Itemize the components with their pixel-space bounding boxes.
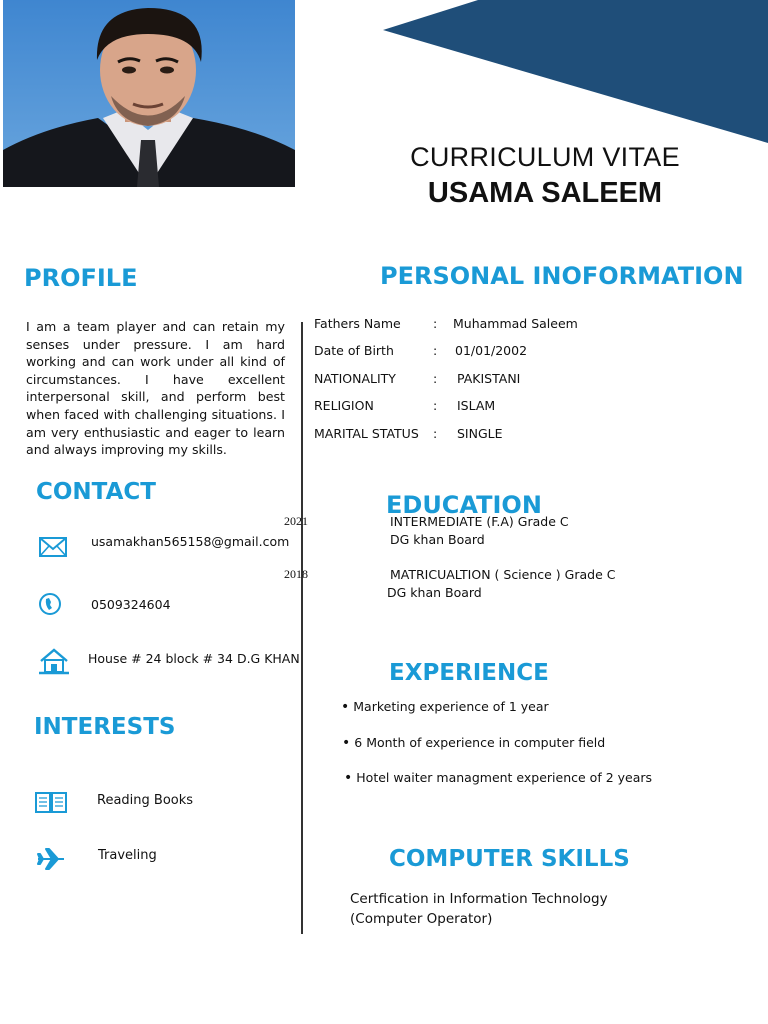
interest-item: Traveling — [98, 848, 157, 863]
personal-value: Muhammad Saleem — [453, 316, 578, 331]
personal-separator: : — [433, 316, 438, 331]
experience-text: Hotel waiter managment experience of 2 years — [356, 770, 653, 785]
column-divider — [301, 322, 303, 934]
personal-value: 01/01/2002 — [455, 343, 528, 358]
interest-item: Reading Books — [97, 793, 194, 808]
contact-email: usamakhan565158@gmail.com — [91, 534, 290, 549]
bullet-icon: • — [341, 699, 350, 715]
profile-photo — [3, 0, 295, 187]
education-board: DG khan Board — [387, 585, 482, 600]
profile-summary: I am a team player and can retain my senses under pressure. I am hard working and can work under all kind of circumstances. I have excellent interpersonal skill, and perform best when faced with challenging situations. I am very enthusiastic and eager to learn and always improving my skills. — [26, 319, 285, 458]
profile-heading: PROFILE — [24, 264, 138, 292]
experience-item — [342, 735, 605, 751]
experience-heading: EXPERIENCE — [389, 660, 549, 686]
education-title: MATRICUALTION ( Science ) Grade C — [390, 567, 616, 582]
computer-skills-text — [350, 889, 608, 929]
interests-heading: INTERESTS — [34, 714, 176, 740]
decorative-triangle — [383, 0, 768, 145]
airplane-icon — [36, 845, 66, 873]
skills-line: (Computer Operator) — [350, 911, 493, 927]
email-icon — [38, 533, 68, 561]
book-icon — [34, 788, 68, 816]
skills-line: Certfication in Information Technology — [350, 891, 608, 907]
personal-separator: : — [433, 426, 438, 441]
personal-value: SINGLE — [457, 426, 503, 441]
experience-text: Marketing experience of 1 year — [353, 699, 549, 714]
experience-item — [344, 770, 652, 786]
contact-heading: CONTACT — [36, 479, 156, 505]
home-icon — [38, 647, 70, 675]
personal-key: Fathers Name — [314, 316, 401, 331]
personal-info-heading: PERSONAL INOFORMATION — [380, 262, 744, 290]
phone-icon — [38, 590, 68, 618]
bullet-icon: • — [344, 770, 353, 786]
education-year: 2018 — [284, 567, 308, 581]
experience-item — [341, 699, 549, 715]
personal-key: RELIGION — [314, 398, 374, 413]
personal-key: NATIONALITY — [314, 371, 396, 386]
personal-key: Date of Birth — [314, 343, 394, 358]
education-title: INTERMEDIATE (F.A) Grade C — [390, 514, 569, 529]
personal-value: PAKISTANI — [457, 371, 521, 386]
document-title: CURRICULUM VITAE — [410, 142, 680, 172]
contact-phone: 0509324604 — [91, 597, 171, 612]
personal-separator: : — [433, 398, 438, 413]
experience-text: 6 Month of experience in computer field — [354, 735, 606, 750]
bullet-icon: • — [342, 735, 351, 751]
education-year: 2021 — [284, 514, 308, 528]
education-heading: EDUCATION — [386, 491, 542, 519]
computer-skills-heading: COMPUTER SKILLS — [389, 846, 630, 872]
personal-separator: : — [433, 343, 438, 358]
education-board: DG khan Board — [390, 532, 485, 547]
contact-address: House # 24 block # 34 D.G KHAN — [88, 651, 300, 666]
personal-key: MARITAL STATUS — [314, 426, 419, 441]
candidate-name: USAMA SALEEM — [427, 177, 663, 209]
personal-separator: : — [433, 371, 438, 386]
personal-value: ISLAM — [457, 398, 496, 413]
